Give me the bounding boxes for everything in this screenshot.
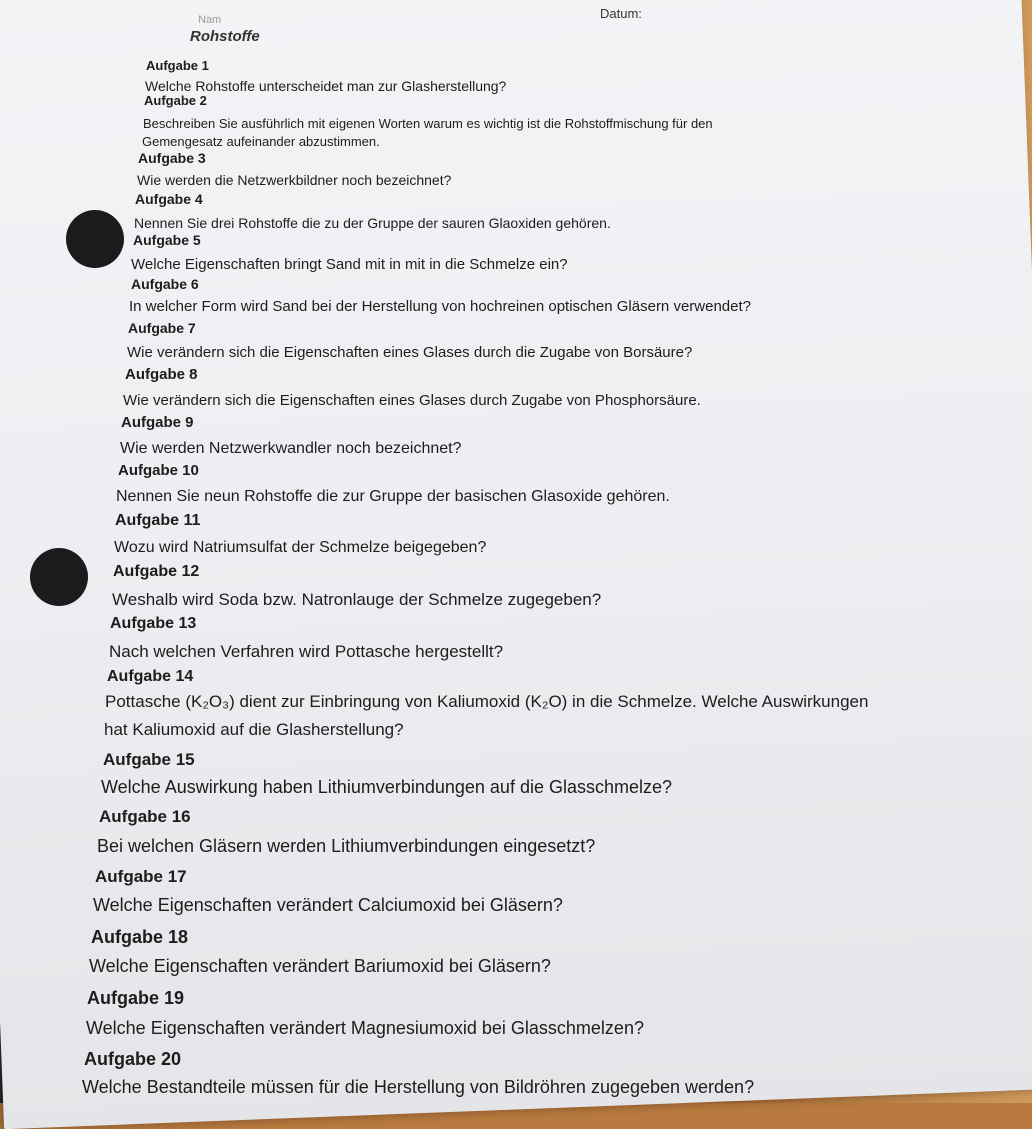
- task-label: Aufgabe 14: [107, 668, 194, 685]
- task-question: Weshalb wird Soda bzw. Natronlauge der Schmelze zugegeben?: [112, 590, 602, 609]
- task-question: Welche Bestandteile müssen für die Herstellung von Bildröhren zugegeben werden?: [82, 1077, 755, 1097]
- task-question: Bei welchen Gläsern werden Lithiumverbindungen eingesetzt?: [97, 836, 596, 856]
- task-label: Aufgabe 20: [84, 1049, 182, 1069]
- task-label: Aufgabe 19: [87, 988, 185, 1008]
- name-field-label: Nam: [198, 14, 222, 26]
- worksheet-title: Rohstoffe: [190, 28, 260, 45]
- task-label: Aufgabe 5: [133, 232, 201, 248]
- task-question: In welcher Form wird Sand bei der Herstellung von hochreinen optischen Gläsern verwendet?: [129, 298, 751, 315]
- task-question: Nennen Sie drei Rohstoffe die zu der Gruppe der sauren Glaoxiden gehören.: [134, 215, 611, 231]
- task-question-continued: hat Kaliumoxid auf die Glasherstellung?: [104, 720, 404, 739]
- task-question: Wozu wird Natriumsulfat der Schmelze beigegeben?: [114, 539, 487, 556]
- task-question: Nach welchen Verfahren wird Pottasche hergestellt?: [109, 642, 504, 661]
- task-question: Welche Eigenschaften verändert Bariumoxid bei Gläsern?: [89, 956, 551, 976]
- task-question: Wie werden die Netzwerkbildner noch bezeichnet?: [137, 172, 452, 188]
- task-question: Welche Rohstoffe unterscheidet man zur Glasherstellung?: [145, 78, 507, 94]
- task-question-continued: Gemengesatz aufeinander abzustimmen.: [142, 134, 380, 149]
- task-label: Aufgabe 17: [95, 867, 187, 886]
- task-label: Aufgabe 8: [125, 366, 198, 383]
- punch-hole-top: [66, 210, 124, 268]
- task-question: Nennen Sie neun Rohstoffe die zur Gruppe der basischen Glasoxide gehören.: [116, 488, 670, 505]
- punch-hole-bottom: [30, 548, 88, 606]
- task-label: Aufgabe 9: [121, 414, 194, 431]
- task-label: Aufgabe 6: [131, 276, 199, 292]
- task-label: Aufgabe 10: [118, 462, 199, 479]
- task-question: Welche Eigenschaften verändert Magnesiumoxid bei Glasschmelzen?: [86, 1018, 644, 1038]
- task-label: Aufgabe 11: [115, 512, 201, 529]
- task-label: Aufgabe 2: [144, 93, 207, 108]
- task-label: Aufgabe 15: [103, 750, 195, 769]
- date-field-label: Datum:: [600, 6, 642, 21]
- task-question: Beschreiben Sie ausführlich mit eigenen Worten warum es wichtig ist die Rohstoffmischung für den: [143, 116, 713, 131]
- task-label: Aufgabe 18: [91, 927, 189, 947]
- task-label: Aufgabe 4: [135, 191, 203, 207]
- task-question: Welche Auswirkung haben Lithiumverbindungen auf die Glasschmelze?: [101, 777, 673, 797]
- task-label: Aufgabe 13: [110, 615, 197, 632]
- task-label: Aufgabe 12: [113, 563, 200, 580]
- task-question: Wie verändern sich die Eigenschaften eines Glases durch Zugabe von Phosphorsäure.: [123, 392, 701, 409]
- task-question: Wie verändern sich die Eigenschaften eines Glases durch die Zugabe von Borsäure?: [127, 344, 693, 361]
- task-label: Aufgabe 3: [138, 150, 206, 166]
- task-question: Wie werden Netzwerkwandler noch bezeichnet?: [120, 440, 462, 457]
- task-label: Aufgabe 1: [146, 58, 209, 73]
- task-question: Welche Eigenschaften bringt Sand mit in mit in die Schmelze ein?: [131, 256, 568, 273]
- task-question: Welche Eigenschaften verändert Calciumoxid bei Gläsern?: [93, 895, 563, 915]
- task-label: Aufgabe 16: [99, 807, 191, 826]
- task-label: Aufgabe 7: [128, 320, 196, 336]
- task-question: Pottasche (K₂O₃) dient zur Einbringung von Kaliumoxid (K₂O) in die Schmelze. Welche Auswirkungen: [105, 692, 869, 711]
